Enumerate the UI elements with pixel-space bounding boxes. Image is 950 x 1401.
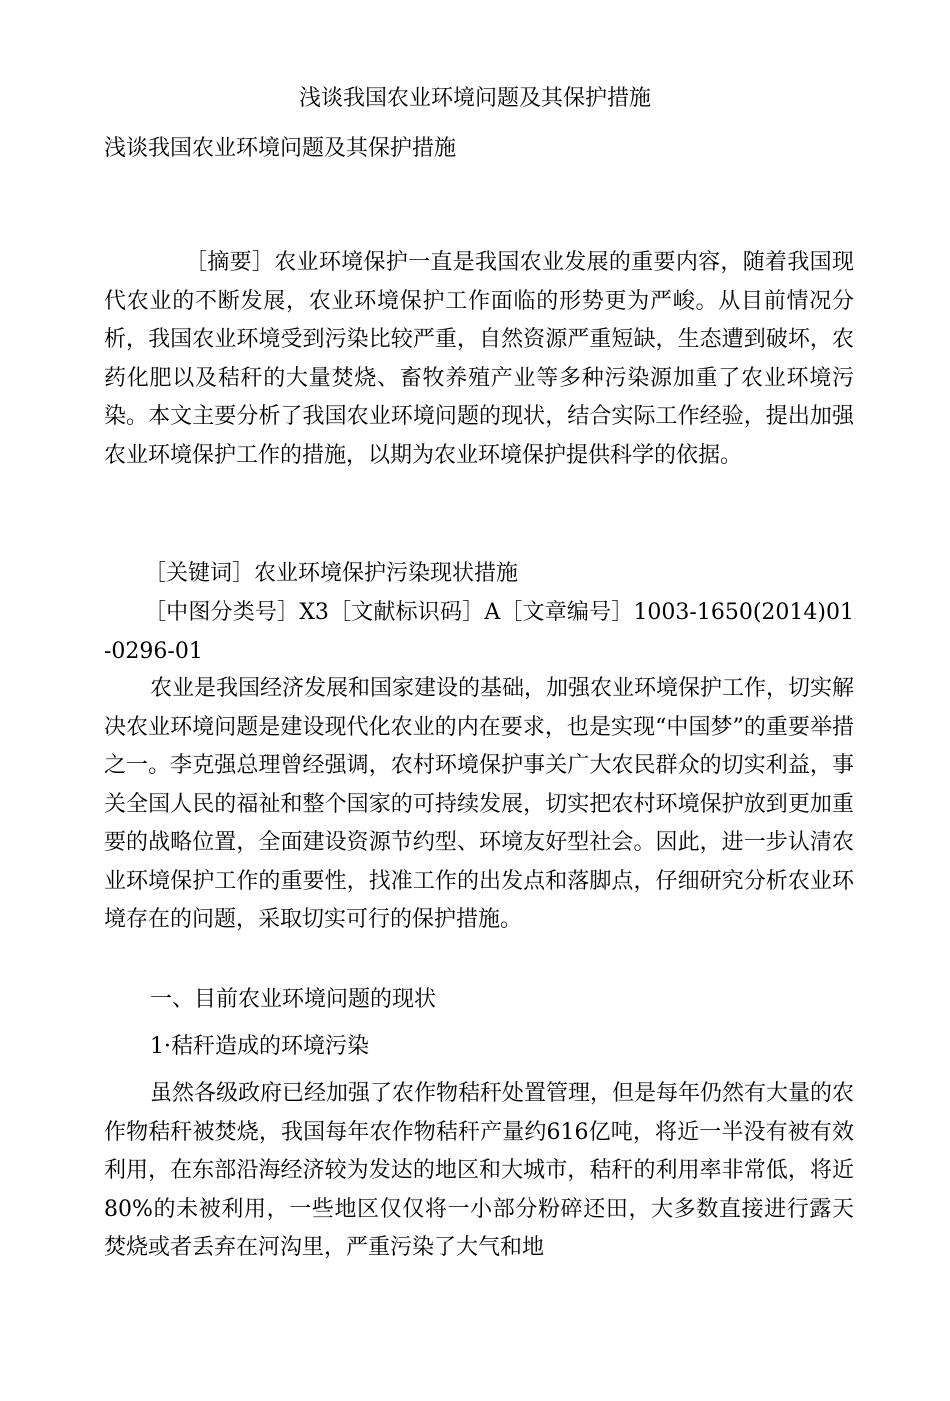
subsection-heading: 1·秸秆造成的环境污染	[150, 1034, 369, 1059]
straw-pollution-paragraph: 虽然各级政府已经加强了农作物秸秆处置管理，但是每年仍然有大量的农作物秸秆被焚烧，我国每年农作物秸秆产量约616亿吨，将近一半没有被有效利用，在东部沿海经济较为发达的地区和大城市，秸秆的利用率非常低，将近80%的未被利用，一些地区仅仅将一小部分粉碎还田，大多数直接进行露天焚烧或者丢弃在河沟里，严重污染了大气和地	[104, 1081, 855, 1260]
section-heading: 一、目前农业环境问题的现状	[150, 987, 437, 1012]
classification-line: ［中图分类号］X3［文献标识码］A［文章编号］1003-1650(2014)01-0296-01	[104, 600, 854, 664]
document-title: 浅谈我国农业环境问题及其保护措施	[104, 136, 457, 161]
document-header-title: 浅谈我国农业环境问题及其保护措施	[298, 86, 651, 111]
intro-paragraph: 农业是我国经济发展和国家建设的基础，加强农业环境保护工作，切实解决农业环境问题是建设现代化农业的内在要求，也是实现“中国梦”的重要举措之一。李克强总理曾经强调，农村环境保护事关广大农民群众的切实利益，事关全国人民的福祉和整个国家的可持续发展，切实把农村环境保护放到更加重要的战略位置，全面建设资源节约型、环境友好型社会。因此，进一步认清农业环境保护工作的重要性，找准工作的出发点和落脚点，仔细研究分析农业环境存在的问题，采取切实可行的保护措施。	[104, 676, 855, 932]
abstract-paragraph: ［摘要］农业环境保护一直是我国农业发展的重要内容，随着我国现代农业的不断发展，农业环境保护工作面临的形势更为严峻。从目前情况分析，我国农业环境受到污染比较严重，自然资源严重短缺，生态遭到破坏，农药化肥以及秸秆的大量焚烧、畜牧养殖产业等多种污染源加重了农业环境污染。本文主要分析了我国农业环境问题的现状，结合实际工作经验，提出加强农业环境保护工作的措施，以期为农业环境保护提供科学的依据。	[104, 250, 854, 468]
keywords-line: ［关键词］农业环境保护污染现状措施	[144, 561, 519, 586]
